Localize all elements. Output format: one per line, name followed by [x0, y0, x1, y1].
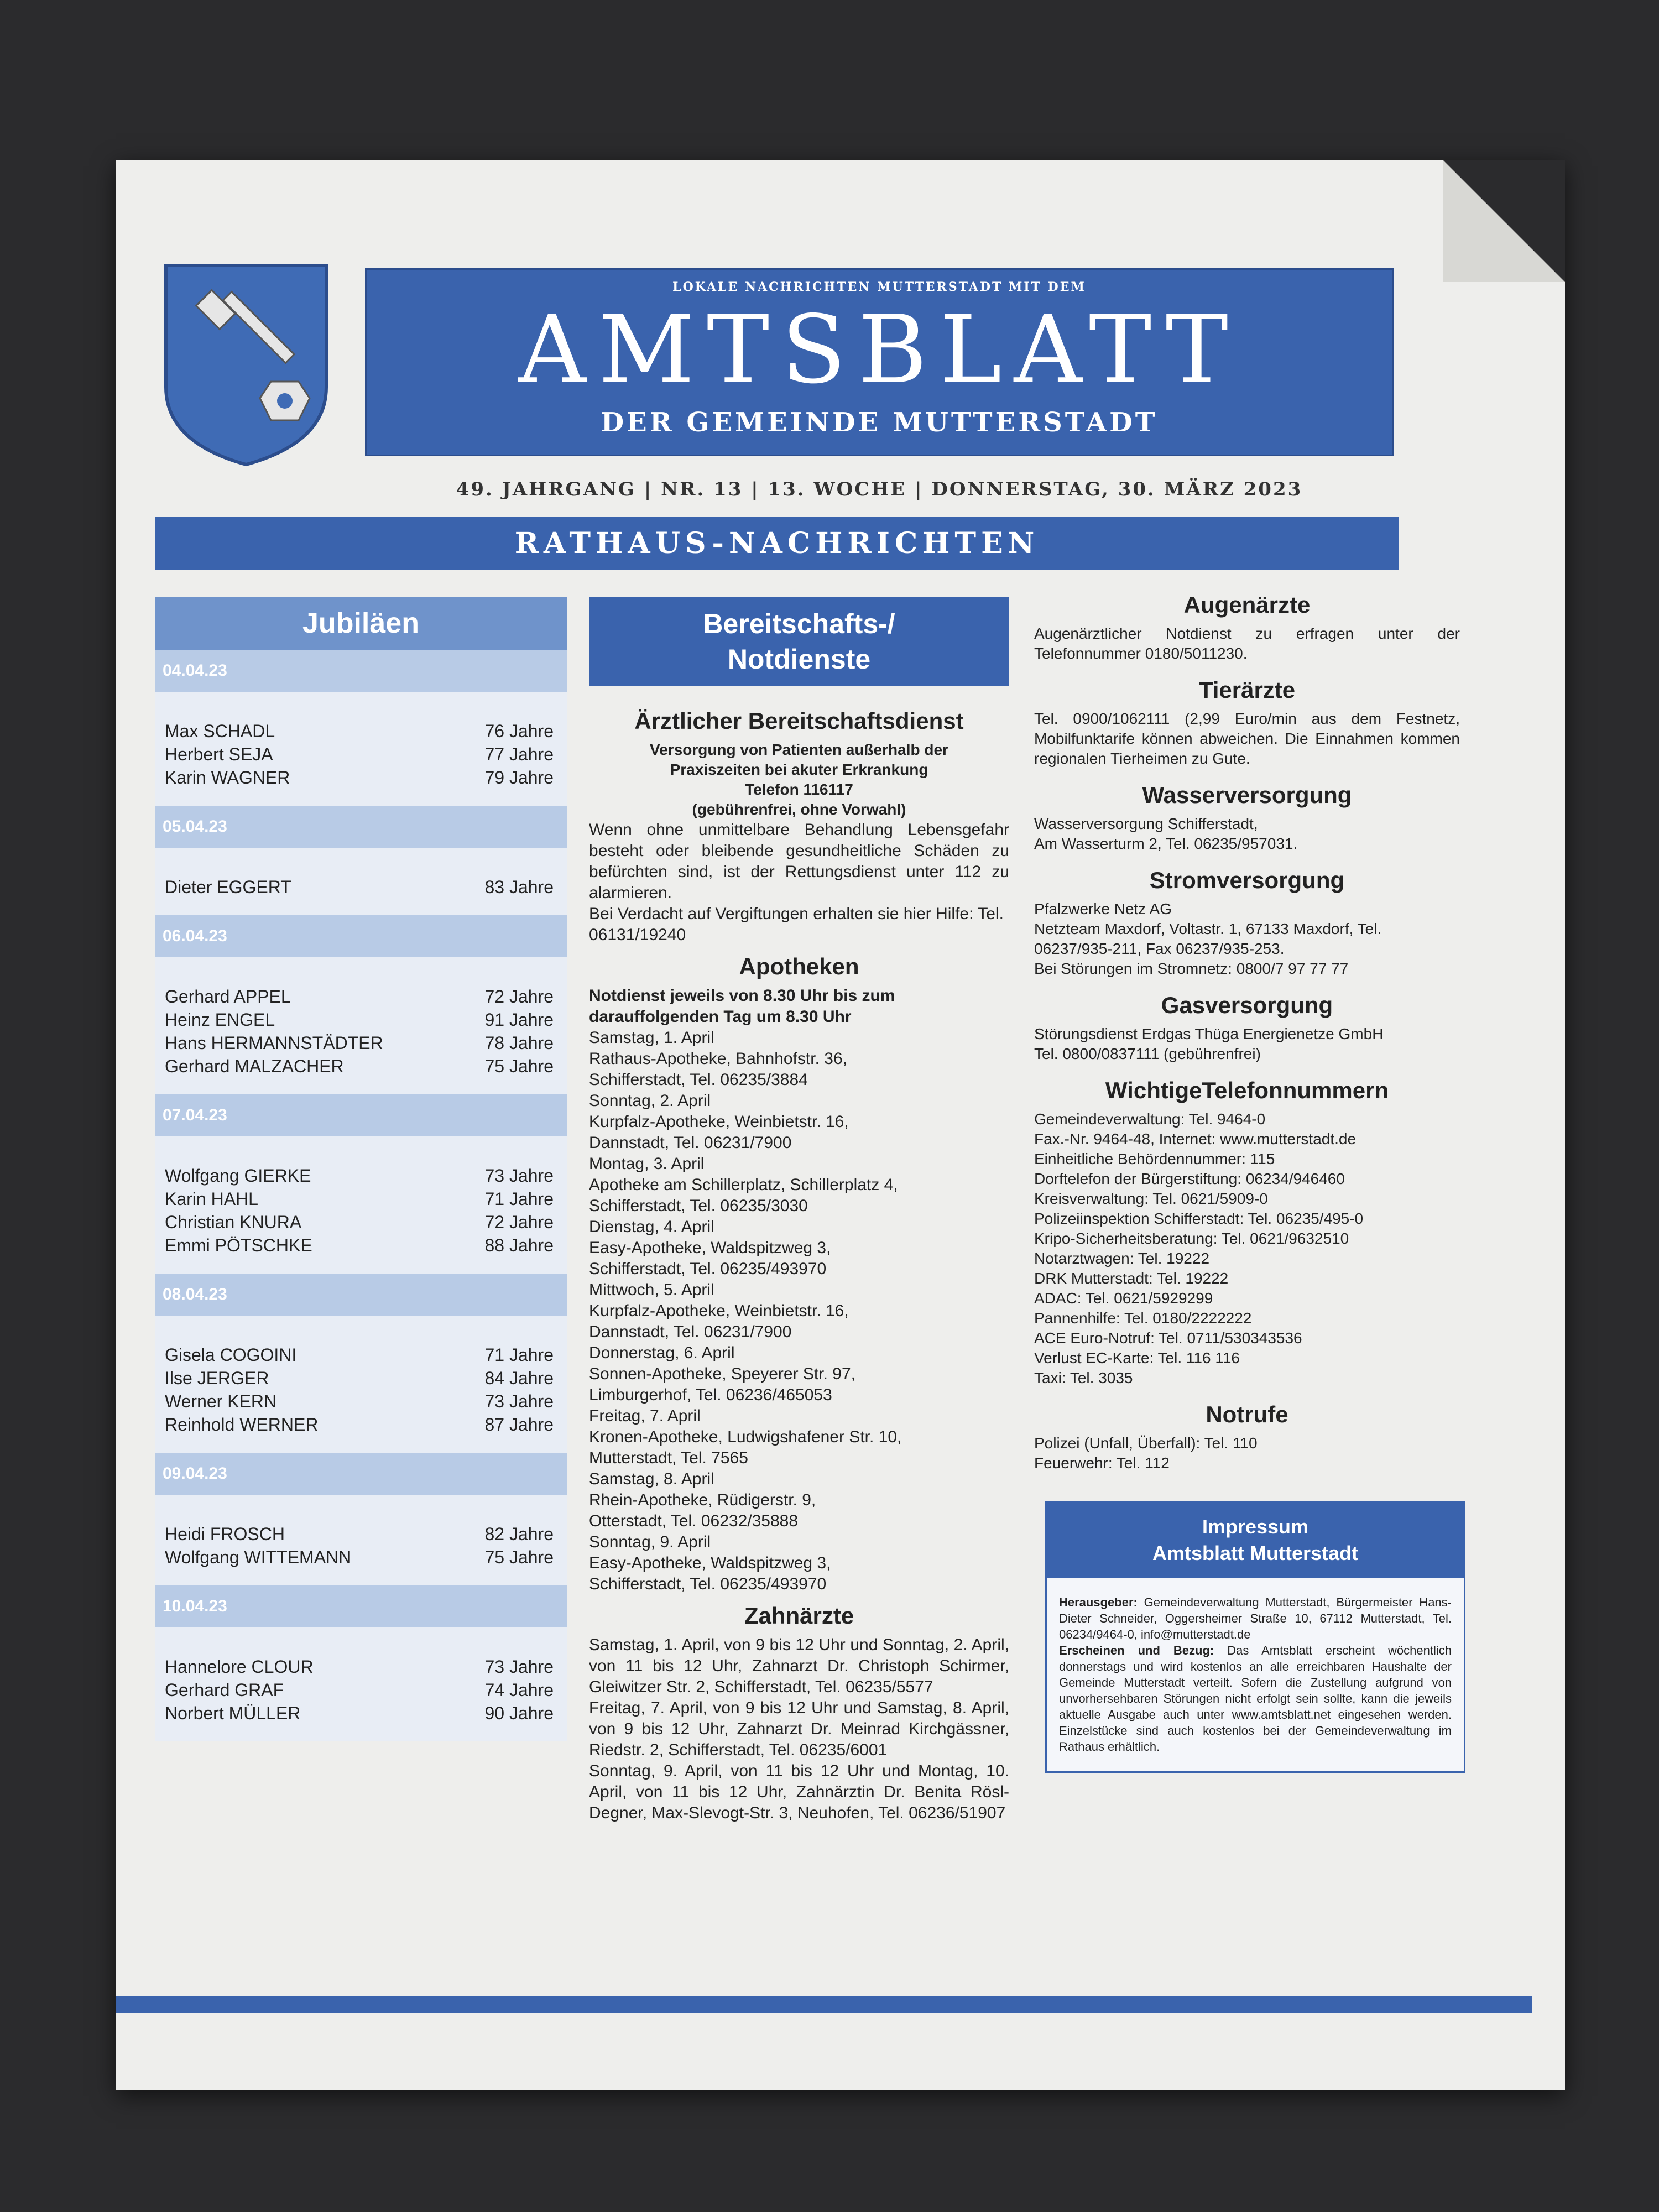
jubilar-age: 76 Jahre — [484, 721, 554, 741]
jubilar-age: 79 Jahre — [484, 768, 554, 787]
apotheke-line: Kurpfalz-Apotheke, Weinbietstr. 16, — [589, 1113, 849, 1131]
issue-line: 49. JAHRGANG | NR. 13 | 13. WOCHE | DONNERSTAG, 30. MÄRZ 2023 — [456, 478, 1303, 500]
apotheke-line: Otterstadt, Tel. 06232/35888 — [589, 1512, 799, 1530]
apotheke-line: Dannstadt, Tel. 06231/7900 — [589, 1323, 792, 1341]
notrufe-line-2: Feuerwehr: Tel. 112 — [1034, 1454, 1170, 1472]
apotheke-line: Montag, 3. April — [589, 1155, 705, 1173]
jubilar-age: 75 Jahre — [484, 1547, 554, 1567]
jubilar-age: 82 Jahre — [484, 1524, 554, 1544]
jubilaeen-column — [155, 597, 567, 1741]
apotheken-list — [589, 1027, 1009, 1595]
jubilar-name: Christian KNURA — [165, 1212, 302, 1232]
zahnaerzte-text-2: Freitag, 7. April, von 9 bis 12 Uhr und Samstag, 8. April, von 9 bis 12 Uhr, Zahnarzt Dr. Meinrad Kirchgässner, Riedstr. 2, Schifferstadt, Tel. 06235/6001 — [589, 1699, 1009, 1759]
section-title: RATHAUS-NACHRICHTEN — [155, 517, 1399, 570]
jubilar-name: Hannelore CLOUR — [165, 1657, 314, 1677]
apotheke-line: Kurpfalz-Apotheke, Weinbietstr. 16, — [589, 1302, 849, 1320]
strom-line: Pfalzwerke Netz AG — [1034, 900, 1172, 917]
strom-heading: Stromversorgung — [1149, 867, 1345, 893]
telefon-list — [1034, 1109, 1460, 1388]
augen-text: Augenärztlicher Notdienst zu erfragen unter der Telefonnummer 0180/5011230. — [1034, 625, 1460, 662]
jubilar-name: Heidi FROSCH — [165, 1524, 285, 1544]
jubilar-age: 83 Jahre — [484, 877, 554, 897]
impressum-text-2: Das Amtsblatt erscheint wöchentlich donnerstags und wird kostenlos an alle erreichbaren Haushalte der Gemeinde Mutterstadt verteilt. Sofern die Zustellung aufgrund von unvorhersehbaren Störungen nicht erfolgt sein sollte, kann die jeweils aktuelle Ausgabe auch unter www.amtsblatt.net eingesehen werden. Einzelstücke sind auch kostenlos bei der Gemeindeverwaltung im Rathaus erhältlich. — [1059, 1644, 1452, 1754]
jubilar-age: 71 Jahre — [484, 1345, 554, 1365]
notrufe-line-1: Polizei (Unfall, Überfall): Tel. 110 — [1034, 1434, 1258, 1452]
jubilaeen-group — [155, 1495, 567, 1585]
telefon-line: Kreisverwaltung: Tel. 0621/5909-0 — [1034, 1190, 1268, 1207]
wasser-line-1: Wasserversorgung Schifferstadt, — [1034, 815, 1258, 832]
list-item — [165, 1234, 554, 1257]
jubilar-name: Norbert MÜLLER — [165, 1703, 301, 1723]
apotheke-line: Rathaus-Apotheke, Bahnhofstr. 36, — [589, 1050, 847, 1068]
apotheke-line: Sonntag, 2. April — [589, 1092, 711, 1110]
apotheke-line: Samstag, 1. April — [589, 1029, 714, 1047]
gas-line-1: Störungsdienst Erdgas Thüga Energienetze GmbH — [1034, 1025, 1384, 1042]
jubilaeen-date: 07.04.23 — [155, 1094, 567, 1136]
apotheke-line: Limburgerhof, Tel. 06236/465053 — [589, 1386, 832, 1404]
notdienste-box-line2: Notdienste — [727, 644, 871, 675]
jubilar-name: Werner KERN — [165, 1391, 277, 1411]
notdienste-column — [589, 597, 1009, 1824]
impressum-heading — [1047, 1503, 1464, 1578]
apotheke-line: Schifferstadt, Tel. 06235/493970 — [589, 1260, 827, 1278]
list-item — [165, 1031, 554, 1055]
list-item — [165, 1390, 554, 1413]
list-item — [165, 1187, 554, 1211]
telefon-line: Kripo-Sicherheitsberatung: Tel. 0621/9632510 — [1034, 1230, 1349, 1247]
jubilar-name: Karin WAGNER — [165, 768, 290, 787]
list-item — [165, 1702, 554, 1725]
jubilar-age: 75 Jahre — [484, 1056, 554, 1076]
impressum-body — [1047, 1578, 1464, 1771]
list-item — [165, 1522, 554, 1546]
telefon-line: Gemeindeverwaltung: Tel. 9464-0 — [1034, 1110, 1266, 1128]
telefon-line: Dorftelefon der Bürgerstiftung: 06234/946460 — [1034, 1170, 1345, 1187]
jubilar-age: 72 Jahre — [484, 987, 554, 1006]
jubilaeen-date: 10.04.23 — [155, 1585, 567, 1627]
bottom-rule — [116, 1996, 1532, 2013]
info-column — [1034, 592, 1460, 1773]
notdienste-box — [589, 597, 1009, 686]
jubilaeen-heading: Jubiläen — [155, 597, 567, 650]
apotheke-line: Schifferstadt, Tel. 06235/3030 — [589, 1197, 808, 1215]
telefon-line: ACE Euro-Notruf: Tel. 0711/530343536 — [1034, 1329, 1302, 1347]
jubilaeen-date: 04.04.23 — [155, 650, 567, 692]
jubilaeen-date: 05.04.23 — [155, 806, 567, 848]
telefon-line: Taxi: Tel. 3035 — [1034, 1369, 1133, 1386]
jubilar-age: 72 Jahre — [484, 1212, 554, 1232]
telefon-line: Fax.-Nr. 9464-48, Internet: www.mutterstadt.de — [1034, 1130, 1357, 1147]
apotheken-heading: Apotheken — [739, 953, 859, 979]
list-item — [165, 1678, 554, 1702]
jubilar-name: Wolfgang WITTEMANN — [165, 1547, 352, 1567]
apotheke-line: Freitag, 7. April — [589, 1407, 701, 1425]
aerztlich-text-1: Wenn ohne unmittelbare Behandlung Lebensgefahr besteht oder bleibende gesundheitliche Schäden zu befürchten sind, ist der Rettungsdienst unter 112 zu alarmieren. — [589, 821, 1009, 902]
strom-list — [1034, 899, 1460, 979]
jubilar-name: Gisela COGOINI — [165, 1345, 297, 1365]
jubilar-name: Reinhold WERNER — [165, 1415, 319, 1434]
jubilar-age: 90 Jahre — [484, 1703, 554, 1723]
list-item — [165, 1413, 554, 1436]
masthead-title: AMTSBLATT — [518, 295, 1240, 405]
jubilar-age: 71 Jahre — [484, 1189, 554, 1209]
jubilaeen-group — [155, 848, 567, 915]
augen-heading: Augenärzte — [1183, 592, 1311, 618]
telefon-line: ADAC: Tel. 0621/5929299 — [1034, 1290, 1213, 1307]
apotheke-line: Donnerstag, 6. April — [589, 1344, 735, 1362]
list-item — [165, 1546, 554, 1569]
notdienste-box-line1: Bereitschafts-/ — [703, 608, 895, 639]
jubilar-age: 84 Jahre — [484, 1368, 554, 1388]
list-item — [165, 1211, 554, 1234]
apotheke-line: Kronen-Apotheke, Ludwigshafener Str. 10, — [589, 1428, 902, 1446]
telefon-line: Polizeiinspektion Schifferstadt: Tel. 06235/495-0 — [1034, 1210, 1364, 1227]
list-item — [165, 1343, 554, 1366]
apotheke-line: Apotheke am Schillerplatz, Schillerplatz 4, — [589, 1176, 898, 1194]
aerztlich-bold-3: Telefon 116117 — [745, 781, 853, 798]
apotheke-line: Samstag, 8. April — [589, 1470, 714, 1488]
telefon-line: DRK Mutterstadt: Tel. 19222 — [1034, 1270, 1229, 1287]
jubilaeen-group — [155, 1316, 567, 1453]
jubilaeen-list — [155, 650, 567, 1741]
wasser-heading: Wasserversorgung — [1142, 782, 1352, 808]
apotheke-line: Dannstadt, Tel. 06231/7900 — [589, 1134, 792, 1152]
jubilaeen-group — [155, 1627, 567, 1741]
list-item — [165, 1366, 554, 1390]
telefon-heading: WichtigeTelefonnummern — [1105, 1077, 1389, 1103]
list-item — [165, 1164, 554, 1187]
list-item — [165, 875, 554, 899]
jubilar-name: Hans HERMANNSTÄDTER — [165, 1033, 383, 1053]
jubilar-name: Heinz ENGEL — [165, 1010, 275, 1030]
apotheke-line: Schifferstadt, Tel. 06235/493970 — [589, 1575, 827, 1593]
aerztlich-bold-1: Versorgung von Patienten außerhalb der — [650, 741, 948, 758]
masthead-subtitle: DER GEMEINDE MUTTERSTADT — [601, 407, 1158, 438]
list-item — [165, 1655, 554, 1678]
gas-line-2: Tel. 0800/0837111 (gebührenfrei) — [1034, 1045, 1261, 1062]
apotheke-line: Schifferstadt, Tel. 06235/3884 — [589, 1071, 808, 1089]
notrufe-heading: Notrufe — [1206, 1401, 1288, 1427]
telefon-line: Pannenhilfe: Tel. 0180/2222222 — [1034, 1310, 1252, 1327]
list-item — [165, 985, 554, 1008]
zahnaerzte-heading: Zahnärzte — [744, 1603, 854, 1629]
impressum-title-1: Impressum — [1202, 1515, 1309, 1538]
jubilar-name: Herbert SEJA — [165, 744, 273, 764]
jubilaeen-date: 08.04.23 — [155, 1274, 567, 1316]
jubilar-name: Gerhard APPEL — [165, 987, 291, 1006]
impressum-title-2: Amtsblatt Mutterstadt — [1152, 1542, 1358, 1564]
jubilar-name: Emmi PÖTSCHKE — [165, 1235, 312, 1255]
strom-line: Bei Störungen im Stromnetz: 0800/7 97 77 77 — [1034, 960, 1349, 977]
list-item — [165, 743, 554, 766]
jubilar-age: 78 Jahre — [484, 1033, 554, 1053]
apotheke-line: Easy-Apotheke, Waldspitzweg 3, — [589, 1239, 831, 1257]
zahnaerzte-text-1: Samstag, 1. April, von 9 bis 12 Uhr und Sonntag, 2. April, von 11 bis 12 Uhr, Zahnarzt Dr. Christoph Schirmer, Gleiwitzer Str. 2, Schifferstadt, Tel. 06235/5577 — [589, 1636, 1009, 1696]
jubilar-age: 88 Jahre — [484, 1235, 554, 1255]
list-item — [165, 1008, 554, 1031]
jubilar-name: Dieter EGGERT — [165, 877, 291, 897]
apotheke-line: Dienstag, 4. April — [589, 1218, 714, 1236]
apotheke-line: Mittwoch, 5. April — [589, 1281, 714, 1299]
newspaper-page — [116, 160, 1565, 2090]
jubilar-name: Wolfgang GIERKE — [165, 1166, 311, 1186]
jubilar-age: 73 Jahre — [484, 1166, 554, 1186]
impressum-text-1: Gemeindeverwaltung Mutterstadt, Bürgermeister Hans-Dieter Schneider, Oggersheimer Straße 10, 67112 Mutterstadt, Tel. 06234/9464-0, info@mutterstadt.de — [1059, 1595, 1452, 1641]
apotheke-line: Sonntag, 9. April — [589, 1533, 711, 1551]
key-crest-icon — [160, 260, 332, 470]
wasser-line-2: Am Wasserturm 2, Tel. 06235/957031. — [1034, 835, 1298, 852]
tier-heading: Tierärzte — [1198, 677, 1296, 703]
jubilar-age: 91 Jahre — [484, 1010, 554, 1030]
jubilar-name: Ilse JERGER — [165, 1368, 269, 1388]
jubilaeen-group — [155, 1136, 567, 1274]
apotheken-intro: Notdienst jeweils von 8.30 Uhr bis zum darauffolgenden Tag um 8.30 Uhr — [589, 987, 895, 1026]
aerztlich-bold-4: (gebührenfrei, ohne Vorwahl) — [692, 801, 906, 818]
telefon-line: Notarztwagen: Tel. 19222 — [1034, 1250, 1210, 1267]
impressum-label-2: Erscheinen und Bezug: — [1059, 1644, 1214, 1657]
apotheke-line: Sonnen-Apotheke, Speyerer Str. 97, — [589, 1365, 855, 1383]
jubilar-age: 77 Jahre — [484, 744, 554, 764]
impressum-label-1: Herausgeber: — [1059, 1595, 1138, 1609]
jubilaeen-group — [155, 957, 567, 1094]
zahnaerzte-text-3: Sonntag, 9. April, von 11 bis 12 Uhr und Montag, 10. April, von 11 bis 12 Uhr, Zahnärztin Dr. Benita Rösl-Degner, Max-Slevogt-Str. 3, Neuhofen, Tel. 06236/51907 — [589, 1762, 1009, 1822]
masthead — [365, 268, 1394, 456]
gas-heading: Gasversorgung — [1161, 992, 1333, 1018]
masthead-tagline: LOKALE NACHRICHTEN MUTTERSTADT MIT DEM — [672, 280, 1086, 294]
list-item — [165, 766, 554, 789]
folded-corner — [1443, 160, 1565, 282]
jubilar-name: Max SCHADL — [165, 721, 275, 741]
apotheke-line: Easy-Apotheke, Waldspitzweg 3, — [589, 1554, 831, 1572]
apotheke-line: Mutterstadt, Tel. 7565 — [589, 1449, 748, 1467]
jubilar-name: Karin HAHL — [165, 1189, 258, 1209]
strom-line: 06237/935-211, Fax 06237/935-253. — [1034, 940, 1285, 957]
jubilaeen-group — [155, 692, 567, 806]
jubilaeen-date: 09.04.23 — [155, 1453, 567, 1495]
aerztlich-bold-2: Praxiszeiten bei akuter Erkrankung — [670, 761, 928, 778]
jubilar-age: 73 Jahre — [484, 1657, 554, 1677]
jubilar-age: 74 Jahre — [484, 1680, 554, 1700]
aerztlich-heading: Ärztlicher Bereitschaftsdienst — [634, 708, 964, 734]
jubilaeen-date: 06.04.23 — [155, 915, 567, 957]
jubilar-age: 87 Jahre — [484, 1415, 554, 1434]
jubilar-name: Gerhard MALZACHER — [165, 1056, 344, 1076]
strom-line: Netzteam Maxdorf, Voltastr. 1, 67133 Maxdorf, Tel. — [1034, 920, 1382, 937]
list-item — [165, 719, 554, 743]
jubilar-age: 73 Jahre — [484, 1391, 554, 1411]
tier-text: Tel. 0900/1062111 (2,99 Euro/min aus dem Festnetz, Mobilfunktarife können abweichen. Die Einnahmen kommen regionalen Tierheimen zu Gute. — [1034, 710, 1460, 767]
list-item — [165, 1055, 554, 1078]
impressum-box — [1045, 1501, 1465, 1773]
jubilar-name: Gerhard GRAF — [165, 1680, 284, 1700]
telefon-line: Verlust EC-Karte: Tel. 116 116 — [1034, 1349, 1240, 1366]
aerztlich-text-2: Bei Verdacht auf Vergiftungen erhalten sie hier Hilfe: Tel. 06131/19240 — [589, 905, 1004, 944]
apotheke-line: Rhein-Apotheke, Rüdigerstr. 9, — [589, 1491, 816, 1509]
telefon-line: Einheitliche Behördennummer: 115 — [1034, 1150, 1275, 1167]
